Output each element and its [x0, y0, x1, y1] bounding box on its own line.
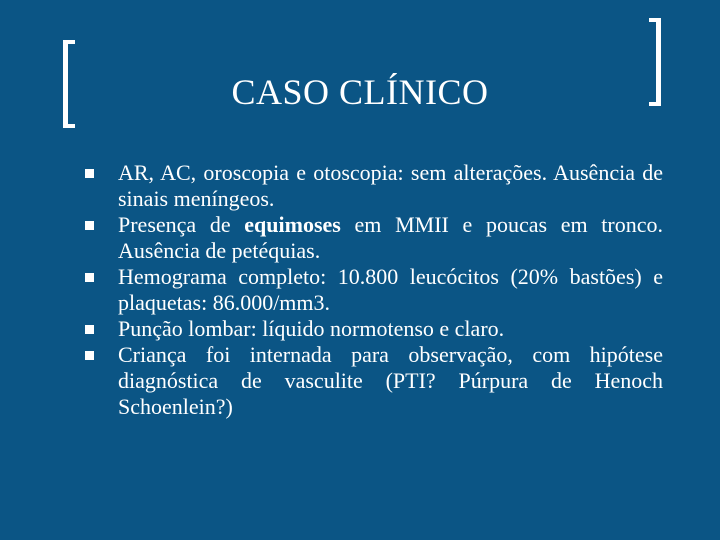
bullet-list	[85, 160, 663, 420]
bullet-text: Punção lombar: líquido normotenso e claro.	[118, 316, 505, 341]
bullet-bold-term: equimoses	[244, 212, 341, 237]
square-bullet-icon	[85, 221, 94, 230]
list-item	[85, 342, 663, 420]
bullet-text	[118, 212, 663, 263]
bullet-text-part: em MMII e poucas em tronco. Ausência de petéquias.	[118, 212, 663, 263]
bullet-text-part: Presença de	[118, 212, 245, 237]
square-bullet-icon	[85, 169, 94, 178]
square-bullet-icon	[85, 273, 94, 282]
list-item	[85, 264, 663, 316]
list-item	[85, 316, 663, 342]
list-item	[85, 212, 663, 264]
list-item	[85, 160, 663, 212]
square-bullet-icon	[85, 325, 94, 334]
bullet-text: Hemograma completo: 10.800 leucócitos (20% bastões) e plaquetas: 86.000/mm3.	[118, 264, 663, 315]
slide-title: CASO CLÍNICO	[231, 72, 489, 112]
square-bullet-icon	[85, 351, 94, 360]
bullet-text: AR, AC, oroscopia e otoscopia: sem alterações. Ausência de sinais meníngeos.	[118, 160, 663, 211]
bullet-text: Criança foi internada para observação, com hipótese diagnóstica de vasculite (PTI? Púrpura de Henoch Schoenlein?)	[118, 342, 663, 419]
